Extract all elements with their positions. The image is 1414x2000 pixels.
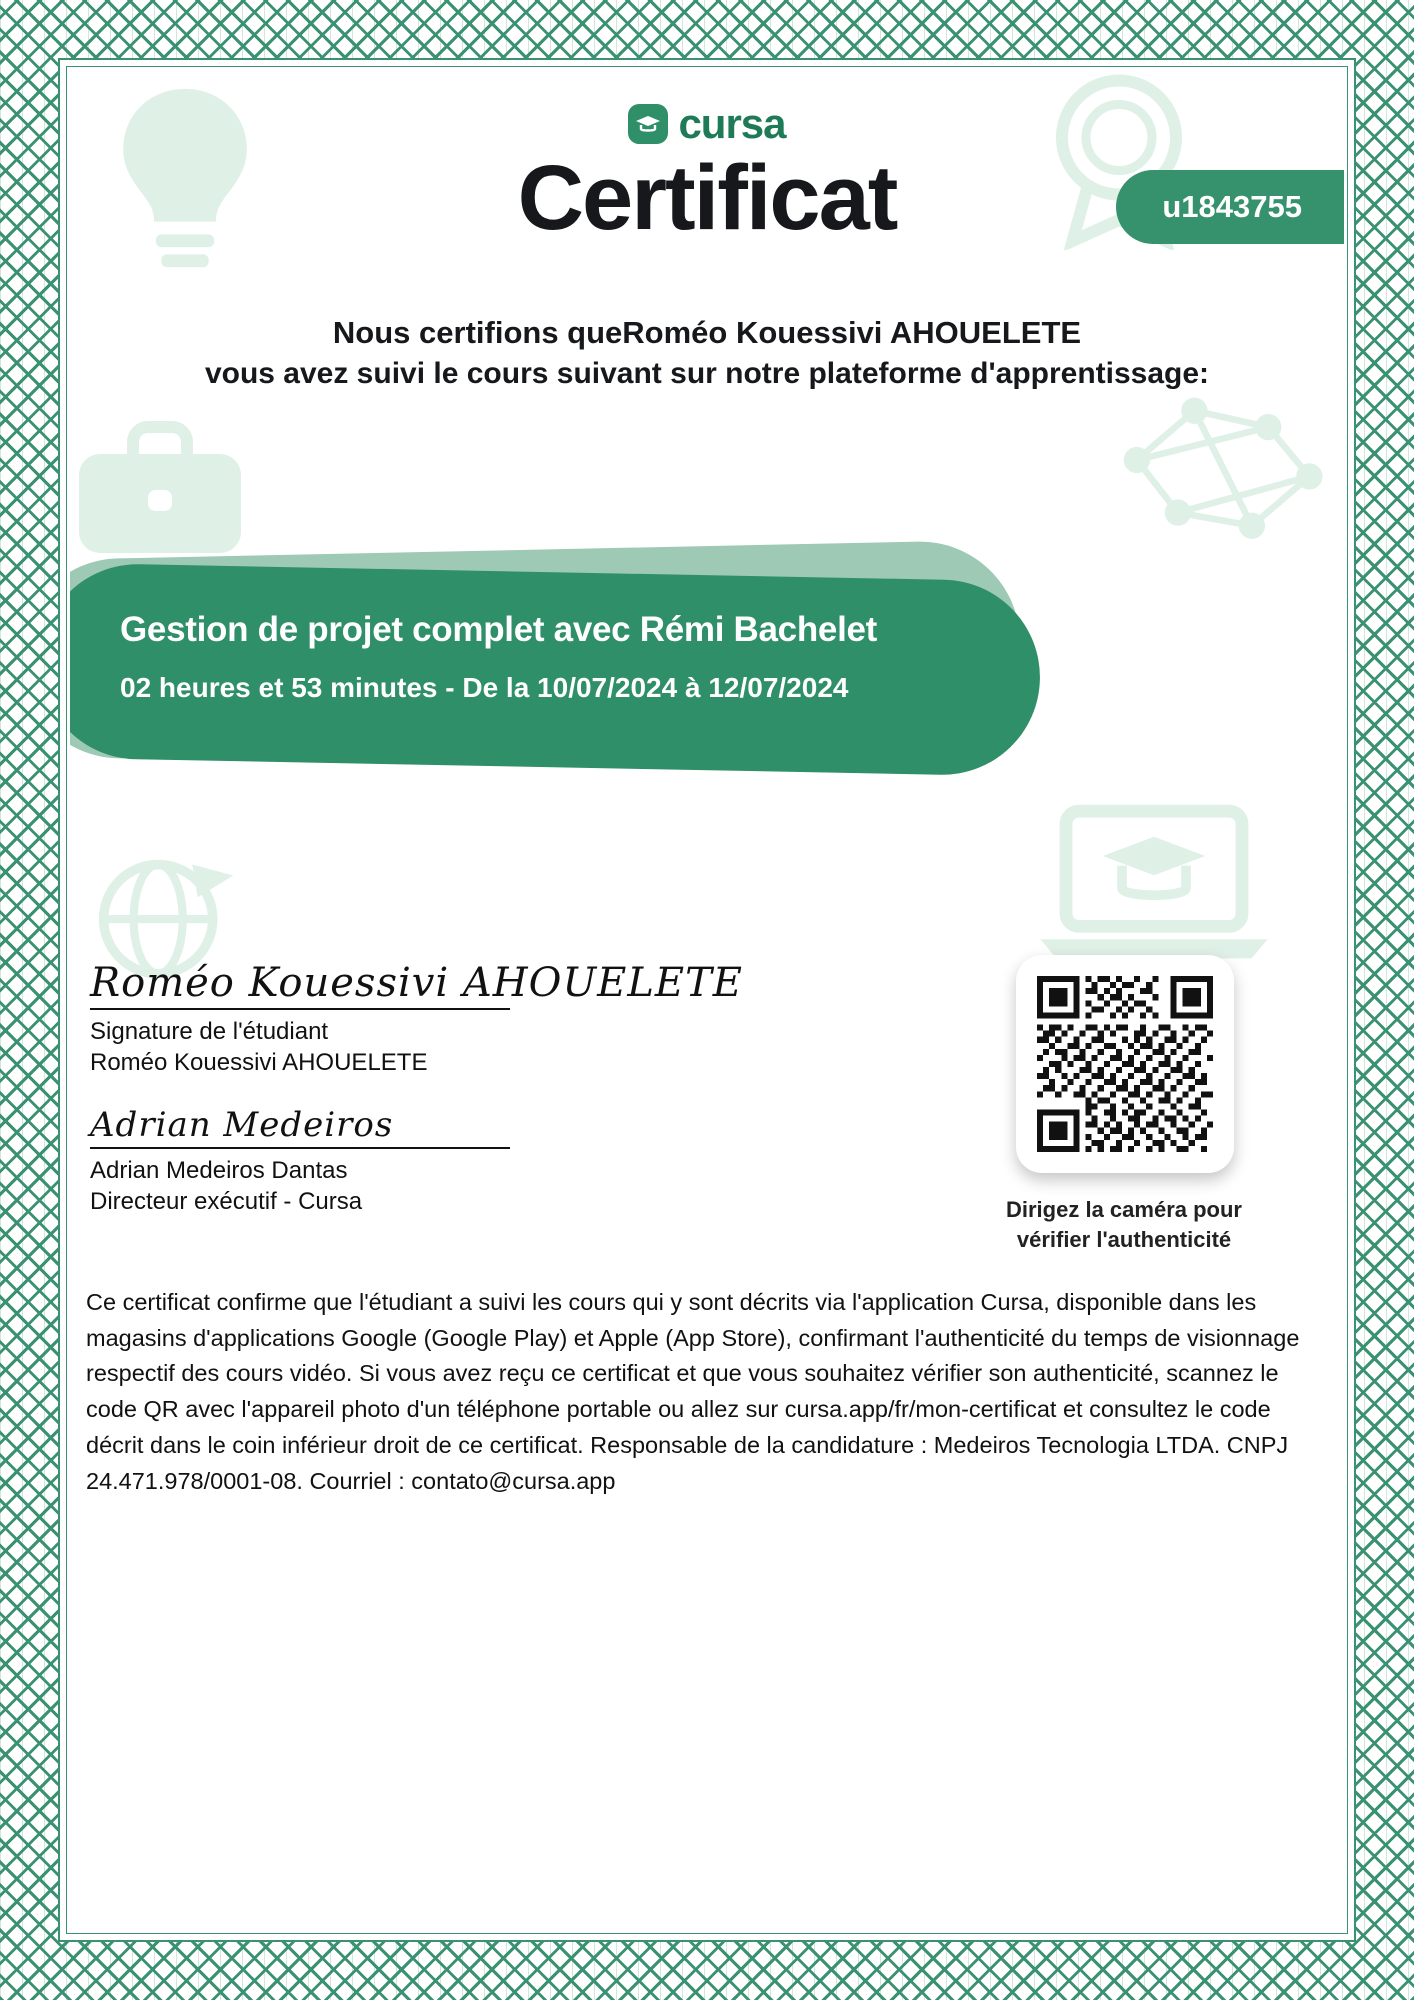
laptop-graduation-icon <box>1034 790 1274 970</box>
certificate-content <box>70 70 1344 1930</box>
qr-code-card[interactable] <box>1016 955 1234 1173</box>
director-name: Adrian Medeiros Dantas <box>90 1157 348 1184</box>
briefcase-icon <box>70 415 250 565</box>
course-banner <box>70 550 1344 800</box>
brand-logo <box>70 100 1344 148</box>
qr-caption-line2: vérifier l'authenticité <box>1016 1226 1232 1252</box>
certification-prefix: Nous certifions que <box>332 315 623 350</box>
course-name: Gestion de projet complet avec Rémi Bachelet <box>120 610 878 649</box>
course-banner-text <box>120 610 877 704</box>
signature-rule <box>90 1008 510 1010</box>
qr-caption-line1: Dirigez la caméra pour <box>1006 1197 1242 1222</box>
director-signature-label <box>90 1155 730 1217</box>
student-signature-label-line2: Roméo Kouessivi AHOUELETE <box>90 1049 428 1077</box>
qr-code-icon <box>1037 976 1213 1152</box>
certification-line-1 <box>110 315 1304 351</box>
director-signature-block <box>90 1105 730 1217</box>
course-duration-dates: 02 heures et 53 minutes - De la 10/07/2024 à 12/07/2024 <box>120 672 849 703</box>
footer-disclaimer: Ce certificat confirme que l'étudiant a suivi les cours qui y sont décrits via l'application Cursa, disponible dans les magasins d'applications Google (Google Play) et Apple (App Store), confirmant l'authenticité du temps de visionnage respectif des cours vidéo. Si vous avez reçu ce certificat et que vous souhaitez vérifier son authenticité, scannez le code QR avec l'appareil photo d'un téléphone portable ou allez sur cursa.app/fr/mon-certificat et consultez le code décrit dans le coin inférieur droit de ce certificat. Responsable de la candidature : Medeiros Tecnologia LTDA. CNPJ 24.471.978/0001-08. Courriel : contato@cursa.app <box>86 1289 1300 1494</box>
qr-caption <box>964 1195 1284 1254</box>
graduation-cap-icon <box>628 104 668 144</box>
director-role: Directeur exécutif - Cursa <box>90 1188 363 1216</box>
page-title: Certificat <box>517 147 897 249</box>
student-signature-label <box>90 1016 730 1078</box>
student-name: Roméo Kouessivi AHOUELETE <box>622 315 1082 350</box>
director-signature-script: Adrian Medeiros <box>90 1105 394 1145</box>
signature-rule <box>90 1147 510 1149</box>
student-signature-script: Roméo Kouessivi AHOUELETE <box>90 960 743 1006</box>
certificate-code-badge: u1843755 <box>1116 170 1344 244</box>
certification-line-2: vous avez suivi le cours suivant sur notre plateforme d'apprentissage: <box>204 357 1210 390</box>
student-signature-label-line1: Signature de l'étudiant <box>90 1018 329 1045</box>
student-signature-block <box>90 960 743 1078</box>
brand-name: cursa <box>678 100 786 147</box>
certification-statement <box>110 315 1304 391</box>
